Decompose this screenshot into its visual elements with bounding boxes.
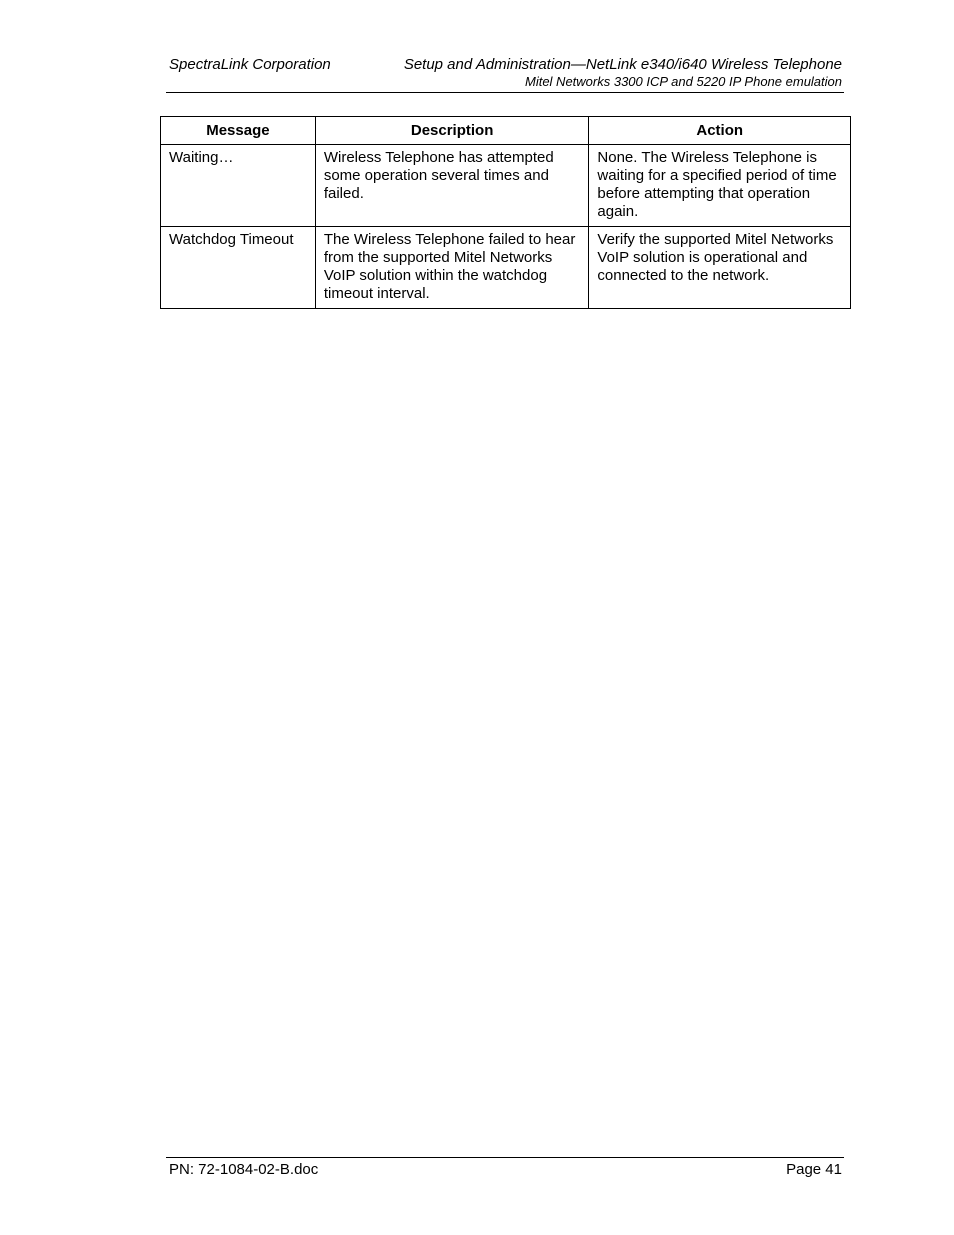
column-header-message: Message [161, 117, 316, 145]
table-header-row [161, 117, 851, 145]
column-header-description: Description [315, 117, 589, 145]
cell-action: None. The Wireless Telephone is waiting for a specified period of time before attempting that operation again. [589, 145, 851, 227]
cell-description: Wireless Telephone has attempted some operation several times and failed. [315, 145, 589, 227]
cell-message: Watchdog Timeout [161, 227, 316, 309]
table-row [161, 227, 851, 309]
footer-divider [166, 1157, 844, 1158]
cell-message: Waiting… [161, 145, 316, 227]
cell-description: The Wireless Telephone failed to hear from the supported Mitel Networks VoIP solution within the watchdog timeout interval. [315, 227, 589, 309]
column-header-action: Action [589, 117, 851, 145]
header-subtitle: Mitel Networks 3300 ICP and 5220 IP Phone emulation [525, 74, 842, 89]
header-title: Setup and Administration—NetLink e340/i640 Wireless Telephone [403, 56, 842, 73]
header-divider [166, 92, 844, 93]
header-company: SpectraLink Corporation [169, 56, 331, 73]
table-row [161, 145, 851, 227]
footer-page-number: Page 41 [786, 1161, 842, 1178]
footer-doc-number: PN: 72-1084-02-B.doc [169, 1161, 319, 1178]
messages-table [160, 116, 851, 309]
cell-action: Verify the supported Mitel Networks VoIP solution is operational and connected to the network. [589, 227, 851, 309]
